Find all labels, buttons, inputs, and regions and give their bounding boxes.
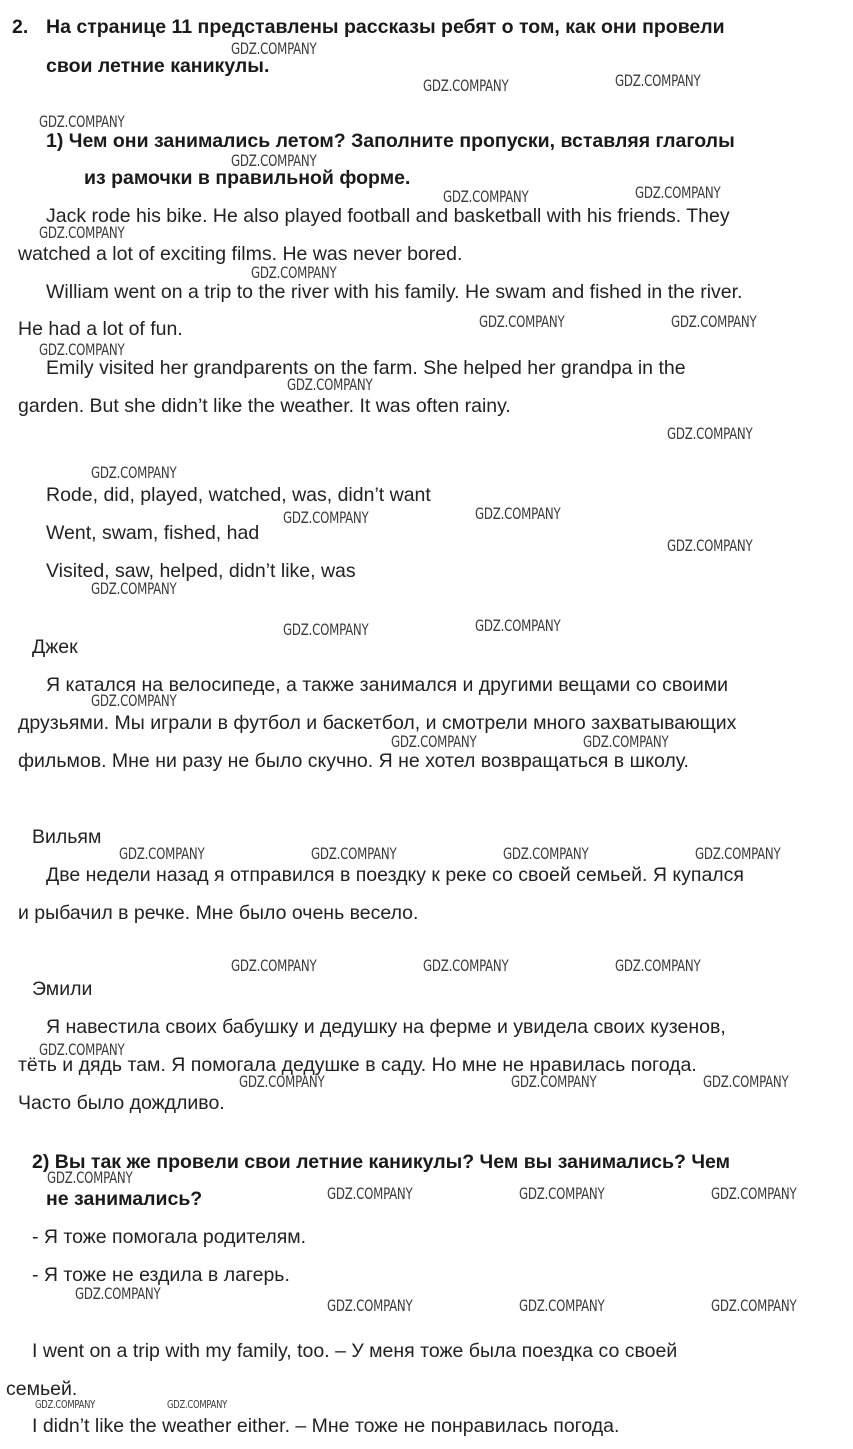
watermark: GDZ.COMPANY — [91, 691, 177, 710]
watermark: GDZ.COMPANY — [91, 463, 177, 482]
watermark: GDZ.COMPANY — [39, 223, 125, 242]
william-story-line1: William went on a trip to the river with his family. He swam and fished in the river. — [46, 281, 743, 303]
answer-3-line2: семьей. — [6, 1378, 78, 1400]
watermark: GDZ.COMPANY — [167, 1398, 228, 1411]
watermark: GDZ.COMPANY — [283, 620, 369, 639]
watermark: GDZ.COMPANY — [615, 956, 701, 975]
watermark: GDZ.COMPANY — [695, 844, 781, 863]
jack-ru-line3: фильмов. Мне ни разу не было скучно. Я не хотел возвращаться в школу. — [18, 750, 689, 772]
verb-box-william: Went, swam, fished, had — [46, 522, 260, 544]
part2-line2: не занимались? — [46, 1188, 203, 1210]
watermark: GDZ.COMPANY — [251, 263, 337, 282]
watermark: GDZ.COMPANY — [667, 536, 753, 555]
watermark: GDZ.COMPANY — [475, 504, 561, 523]
emily-story-line1: Emily visited her grandparents on the farm. She helped her grandpa in the — [46, 357, 686, 379]
answer-4: I didn’t like the weather either. – Мне тоже не понравилась погода. — [32, 1415, 620, 1437]
watermark: GDZ.COMPANY — [519, 1296, 605, 1315]
watermark: GDZ.COMPANY — [39, 340, 125, 359]
jack-ru-line1: Я катался на велосипеде, а также занимался и другими вещами со своими — [46, 674, 729, 696]
watermark: GDZ.COMPANY — [75, 1284, 161, 1303]
watermark: GDZ.COMPANY — [47, 1168, 133, 1187]
watermark: GDZ.COMPANY — [511, 1072, 597, 1091]
task-number: 2. — [12, 16, 29, 38]
watermark: GDZ.COMPANY — [423, 76, 509, 95]
task-title-line2: свои летние каникулы. — [46, 55, 270, 77]
watermark: GDZ.COMPANY — [671, 312, 757, 331]
answer-3-line1: I went on a trip with my family, too. – У меня тоже была поездка со своей — [32, 1340, 678, 1362]
watermark: GDZ.COMPANY — [327, 1184, 413, 1203]
watermark: GDZ.COMPANY — [475, 616, 561, 635]
watermark: GDZ.COMPANY — [615, 71, 701, 90]
jack-ru-line2: друзьями. Мы играли в футбол и баскетбол, и смотрели много захватывающих — [18, 712, 737, 734]
watermark: GDZ.COMPANY — [231, 39, 317, 58]
watermark: GDZ.COMPANY — [583, 732, 669, 751]
watermark: GDZ.COMPANY — [503, 844, 589, 863]
verb-box-emily: Visited, saw, helped, didn’t like, was — [46, 560, 356, 582]
watermark: GDZ.COMPANY — [519, 1184, 605, 1203]
emily-story-line2: garden. But she didn’t like the weather. It was often rainy. — [18, 395, 511, 417]
watermark: GDZ.COMPANY — [283, 508, 369, 527]
answer-2: - Я тоже не ездила в лагерь. — [32, 1264, 290, 1286]
watermark: GDZ.COMPANY — [39, 112, 125, 131]
emily-name-ru: Эмили — [32, 978, 93, 1000]
watermark: GDZ.COMPANY — [231, 956, 317, 975]
watermark: GDZ.COMPANY — [423, 956, 509, 975]
william-name-ru: Вильям — [32, 826, 102, 848]
watermark: GDZ.COMPANY — [711, 1184, 797, 1203]
watermark: GDZ.COMPANY — [667, 424, 753, 443]
jack-story-line2: watched a lot of exciting films. He was never bored. — [18, 243, 463, 265]
william-ru-line1: Две недели назад я отправился в поездку к реке со своей семьей. Я купался — [46, 864, 744, 886]
william-story-line2: He had a lot of fun. — [18, 318, 183, 340]
watermark: GDZ.COMPANY — [39, 1040, 125, 1059]
watermark: GDZ.COMPANY — [711, 1296, 797, 1315]
task-title-line1 — [46, 15, 837, 39]
watermark: GDZ.COMPANY — [391, 732, 477, 751]
william-ru-line2: и рыбачил в речке. Мне было очень весело. — [18, 902, 419, 924]
watermark: GDZ.COMPANY — [443, 187, 529, 206]
watermark: GDZ.COMPANY — [231, 151, 317, 170]
part1-line1: 1) Чем они занимались летом? Заполните пропуски, вставляя глаголы — [46, 130, 735, 152]
watermark: GDZ.COMPANY — [35, 1398, 96, 1411]
watermark: GDZ.COMPANY — [635, 183, 721, 202]
task-title-text: На странице 11 представлены рассказы ребят о том, как они провели — [46, 16, 725, 38]
watermark: GDZ.COMPANY — [311, 844, 397, 863]
verb-box-jack: Rode, did, played, watched, was, didn’t want — [46, 484, 431, 506]
watermark: GDZ.COMPANY — [327, 1296, 413, 1315]
part1-line2: из рамочки в правильной форме. — [84, 167, 411, 189]
emily-ru-line3: Часто было дождливо. — [18, 1092, 225, 1114]
watermark: GDZ.COMPANY — [479, 312, 565, 331]
jack-story-line1: Jack rode his bike. He also played football and basketball with his friends. They — [46, 205, 730, 227]
emily-ru-line1: Я навестила своих бабушку и дедушку на ферме и увидела своих кузенов, — [46, 1016, 726, 1038]
watermark: GDZ.COMPANY — [91, 579, 177, 598]
watermark: GDZ.COMPANY — [287, 375, 373, 394]
answer-1: - Я тоже помогала родителям. — [32, 1226, 307, 1248]
jack-name-ru: Джек — [32, 636, 78, 658]
watermark: GDZ.COMPANY — [703, 1072, 789, 1091]
emily-ru-line2: тёть и дядь там. Я помогала дедушке в саду. Но мне не нравилась погода. — [18, 1054, 697, 1076]
part2-line1: 2) Вы так же провели свои летние каникулы? Чем вы занимались? Чем — [32, 1151, 731, 1173]
watermark: GDZ.COMPANY — [239, 1072, 325, 1091]
watermark: GDZ.COMPANY — [119, 844, 205, 863]
